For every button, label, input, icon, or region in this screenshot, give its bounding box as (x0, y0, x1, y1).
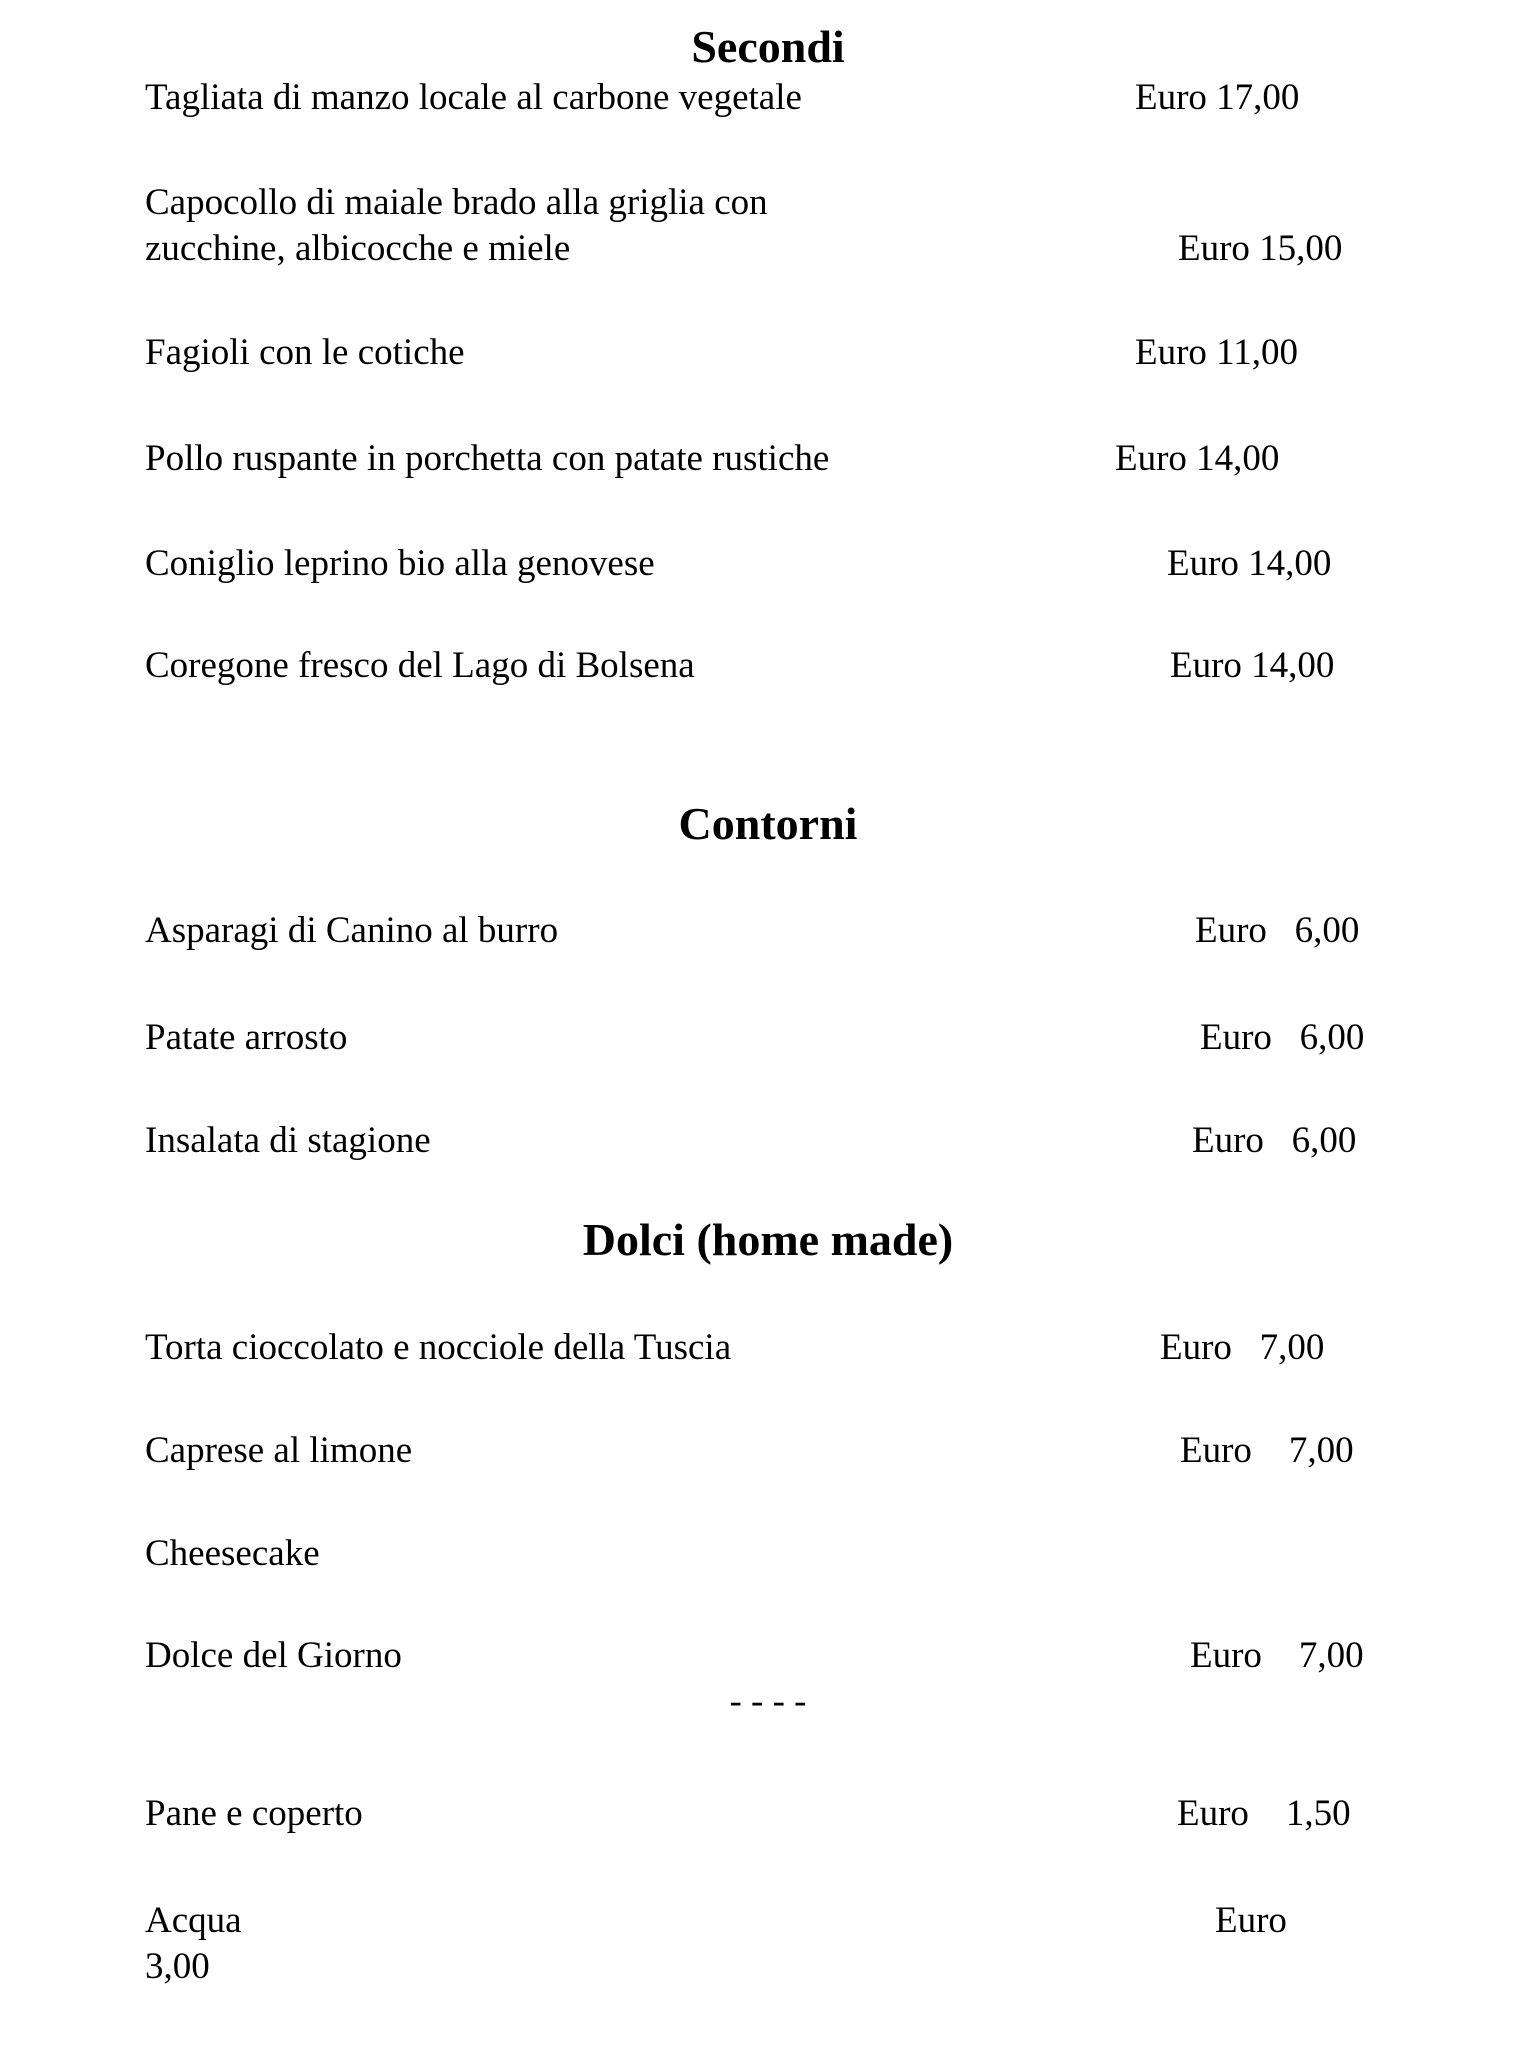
item-name: Acqua (145, 1900, 242, 1941)
menu-item-insalata (0, 1118, 1536, 1164)
item-price: Euro 7,00 (1160, 1327, 1325, 1368)
item-price: Euro 11,00 (1135, 332, 1299, 373)
menu-item-patate (0, 1015, 1536, 1061)
item-name: Caprese al limone (145, 1430, 413, 1471)
item-name (145, 180, 768, 272)
item-name: Patate arrosto (145, 1017, 348, 1058)
item-name: Pollo ruspante in porchetta con patate rustiche (145, 438, 830, 479)
item-price: Euro 7,00 (1190, 1635, 1364, 1676)
menu-item-pane-e-coperto (0, 1791, 1536, 1837)
item-name: Tagliata di manzo locale al carbone vegetale (145, 77, 802, 118)
menu-item-caprese (0, 1428, 1536, 1474)
item-name: Coregone fresco del Lago di Bolsena (145, 645, 695, 686)
section-heading-contorni: Contorni (678, 798, 858, 849)
menu-item-torta (0, 1325, 1536, 1371)
menu-item-coregone (0, 643, 1536, 689)
item-name: Torta cioccolato e nocciole della Tuscia (145, 1327, 732, 1368)
menu-item-cheesecake (0, 1531, 1536, 1577)
item-name: Fagioli con le cotiche (145, 332, 465, 373)
item-name: Coniglio leprino bio alla genovese (145, 543, 655, 584)
menu-item-capocollo (0, 180, 1536, 272)
item-name: Pane e coperto (145, 1793, 363, 1834)
section-heading-dolci: Dolci (home made) (582, 1214, 954, 1265)
item-price: Euro (1215, 1900, 1287, 1941)
item-price: Euro 14,00 (1115, 438, 1280, 479)
item-name: Asparagi di Canino al burro (145, 910, 559, 951)
item-price: Euro 6,00 (1200, 1017, 1365, 1058)
menu-item-asparagi (0, 908, 1536, 954)
menu-item-acqua (0, 1898, 1536, 1987)
item-price: Euro 7,00 (1180, 1430, 1354, 1471)
item-name: Dolce del Giorno (145, 1635, 402, 1676)
item-price-wrapped: 3,00 (145, 1946, 210, 1987)
item-name: Cheesecake (145, 1533, 320, 1574)
item-price: Euro 6,00 (1195, 910, 1360, 951)
section-heading-secondi: Secondi (691, 21, 845, 72)
item-price: Euro 17,00 (1135, 77, 1300, 118)
menu-item-dolce-del-giorno (0, 1633, 1536, 1679)
menu-item-fagioli (0, 330, 1536, 376)
item-name-line1: Capocollo di maiale brado alla griglia con (145, 182, 768, 223)
item-price: Euro 15,00 (1178, 228, 1343, 269)
menu-item-tagliata (0, 75, 1536, 121)
item-price: Euro 6,00 (1192, 1120, 1357, 1161)
item-name-line2: zucchine, albicocche e miele (145, 228, 571, 269)
item-price: Euro 14,00 (1167, 543, 1332, 584)
item-name: Insalata di stagione (145, 1120, 431, 1161)
item-price: Euro 1,50 (1177, 1793, 1351, 1834)
menu-item-pollo (0, 436, 1536, 482)
item-price: Euro 14,00 (1170, 645, 1335, 686)
separator-dashes: - - - - (729, 1681, 807, 1722)
menu-item-coniglio (0, 541, 1536, 587)
